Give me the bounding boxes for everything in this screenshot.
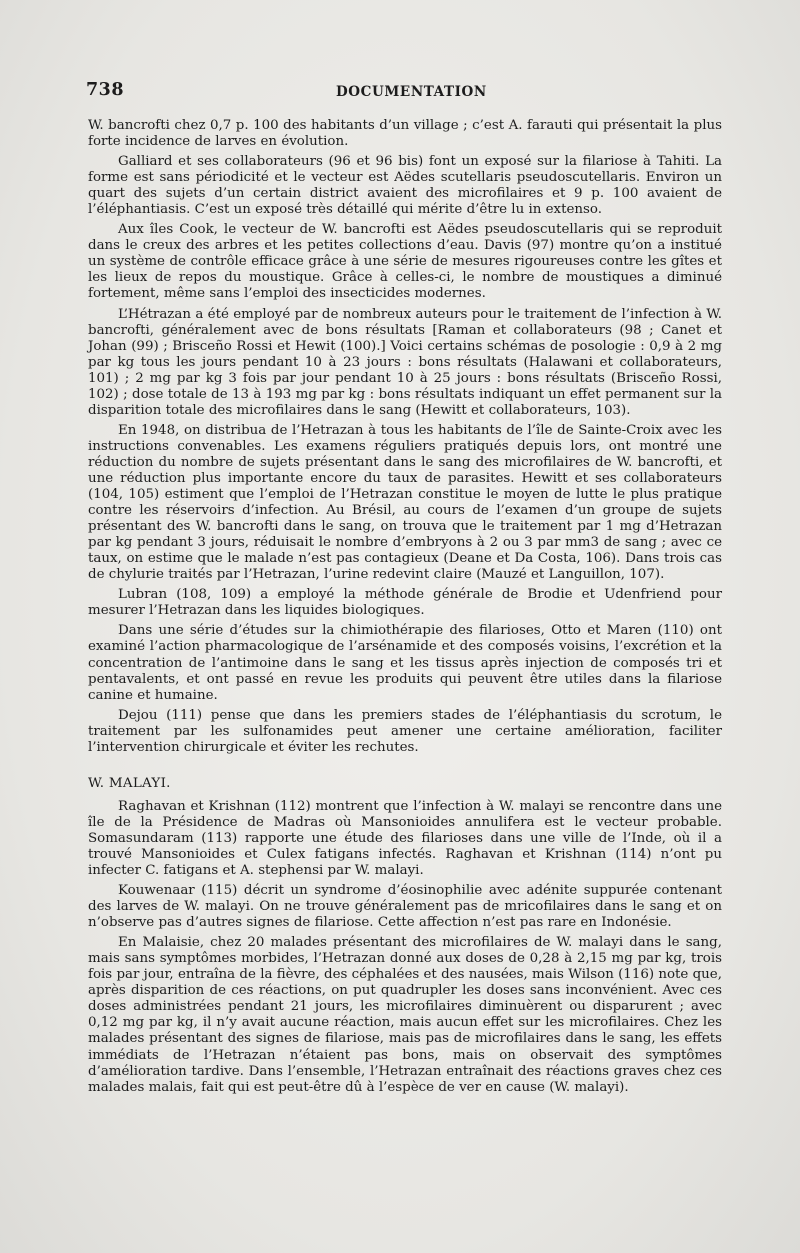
paragraph-malaisie: En Malaisie, chez 20 malades présentant des microfilaires de W. malayi dans le sang, mais sans symptômes morbides, l’Hetrazan donné aux doses de 0,28 à 2,15 mg par kg, trois fois par jour, entraîna de la fièvre, des céphalées et des nausées, mais Wilson (116) note que, après disparition de ces réactions, on put quadrupler les doses sans inconvénient. Avec ces doses administrées pendant 21 jours, les microfilaires diminuèrent ou disparurent ; avec 0,12 mg par kg, il n’y avait aucune réaction, mais aucun effet sur les microfilaires. Chez les malades présentant des signes de filariose, mais pas de microfilaires dans le sang, les effets immédiats de l’Hetrazan n’étaient pas bons, mais on observait des symptômes d’amélioration tardive. Dans l’ensemble, l’Hetrazan entraînait des réactions graves chez ces malades malais, fait qui est peut-être dû à l’espèce de ver en cause (W. malayi). <box>88 935 722 1095</box>
page-number: 738 <box>86 80 125 100</box>
paragraph-kouwenaar: Kouwenaar (115) décrit un syndrome d’éosinophilie avec adénite suppurée contenant des larves de W. malayi. On ne trouve généralement pas de mricofilaires dans le sang et on n’observe pas d’autres signes de filariose. Cette affection n’est pas rare en Indonésie. <box>88 883 722 931</box>
paragraph-lubran: Lubran (108, 109) a employé la méthode générale de Brodie et Udenfriend pour mesurer l’Hetrazan dans les liquides biologiques. <box>88 587 722 619</box>
paragraph-raghavan: Raghavan et Krishnan (112) montrent que l’infection à W. malayi se rencontre dans une île de la Présidence de Madras où Mansonioides annulifera est le vecteur probable. Somasundaram (113) rapporte une étude des filarioses dans une ville de l’Inde, où il a trouvé Mansonioides et Culex fatigans infectés. Raghavan et Krishnan (114) n’ont pu infecter C. fatigans et A. stephensi par W. malayi. <box>88 798 722 879</box>
section-heading: W. MALAYI. <box>88 775 171 791</box>
paragraph-sainte-croix: En 1948, on distribua de l’Hetrazan à tous les habitants de l’île de Sainte-Croix avec les instructions convenables. Les examens réguliers pratiqués depuis lors, ont montré une réduction du nombre de sujets présentant dans le sang des microfilaires de W. bancrofti, et une réduction plus importante encore du taux de parasites. Hewitt et ses collaborateurs (104, 105) estiment que l’emploi de l’Hetrazan constitue le moyen de lutte le plus pratique contre les réservoirs d’infection. Au Brésil, au cours de l’examen d’un groupe de sujets présentant des W. bancrofti dans le sang, on trouva que le traitement par 1 mg d’Hetrazan par kg pendant 3 jours, réduisait le nombre d’embryons à 2 ou 3 par mm3 de sang ; avec ce taux, on estime que le malade n’est pas contagieux (Deane et Da Costa, 106). Dans trois cas de chylurie traités par l’Hetrazan, l’urine redevint claire (Mauzé et Languillon, 107). <box>88 422 722 583</box>
paragraph-continuation: W. bancrofti chez 0,7 p. 100 des habitants d’un village ; c’est A. farauti qui présentait la plus forte incidence de larves en évolution. <box>88 118 722 150</box>
paragraph-hetrazan-treatment: L’Hétrazan a été employé par de nombreux auteurs pour le traitement de l’infection à W. bancrofti, généralement avec de bons résultats [Raman et collaborateurs (98 ; Canet et Johan (99) ; Brisceño Rossi et Hewit (100).] Voici certains schémas de posologie : 0,9 à 2 mg par kg tous les jours pendant 10 à 23 jours : bons résultats (Halawani et collaborateurs, 101) ; 2 mg par kg 3 fois par jour pendant 10 à 25 jours : bons résultats (Brisceño Rossi, 102) ; dose totale de 13 à 193 mg par kg : bons résultats indiquant un effet permanent sur la disparition totale des microfilaires dans le sang (Hewitt et collaborateurs, 103). <box>88 306 722 418</box>
paragraph-galliard: Galliard et ses collaborateurs (96 et 96 bis) font un exposé sur la filariose à Tahiti. La forme est sans périodicité et le vecteur est Aëdes scutellaris pseudoscutellaris. Environ un quart des sujets d’un certain district avaient des microfilaires et 9 p. 100 avaient de l’éléphantiasis. C’est un exposé très détaillé qui mérite d’être lu in extenso. <box>88 154 722 218</box>
paragraph-otto-maren: Dans une série d’études sur la chimiothérapie des filarioses, Otto et Maren (110) ont examiné l’action pharmacologique de l’arsénamide et des composés voisins, l’excrétion et la concentration de l’antimoine dans le sang et les tissus après injection de composés tri et pentavalents, et ont passé en revue les produits qui peuvent être utiles dans la filariose canine et humaine. <box>88 623 722 703</box>
paragraph-dejou: Dejou (111) pense que dans les premiers stades de l’éléphantiasis du scrotum, le traitement par les sulfonamides peut amener une certaine amélioration, faciliter l’intervention chirurgicale et éviter les rechutes. <box>88 707 722 755</box>
page-header <box>86 80 722 106</box>
running-title: DOCUMENTATION <box>336 84 487 100</box>
document-body <box>88 118 722 1100</box>
paragraph-iles-cook: Aux îles Cook, le vecteur de W. bancrofti est Aëdes pseudoscutellaris qui se reproduit dans le creux des arbres et les petites collections d’eau. Davis (97) montre qu’on a institué un système de contrôle efficace grâce à une série de mesures rigoureuses contre les gîtes et les lieux de repos du moustique. Grâce à celles-ci, le nombre de moustiques a diminué fortement, même sans l’emploi des insecticides modernes. <box>88 222 722 302</box>
